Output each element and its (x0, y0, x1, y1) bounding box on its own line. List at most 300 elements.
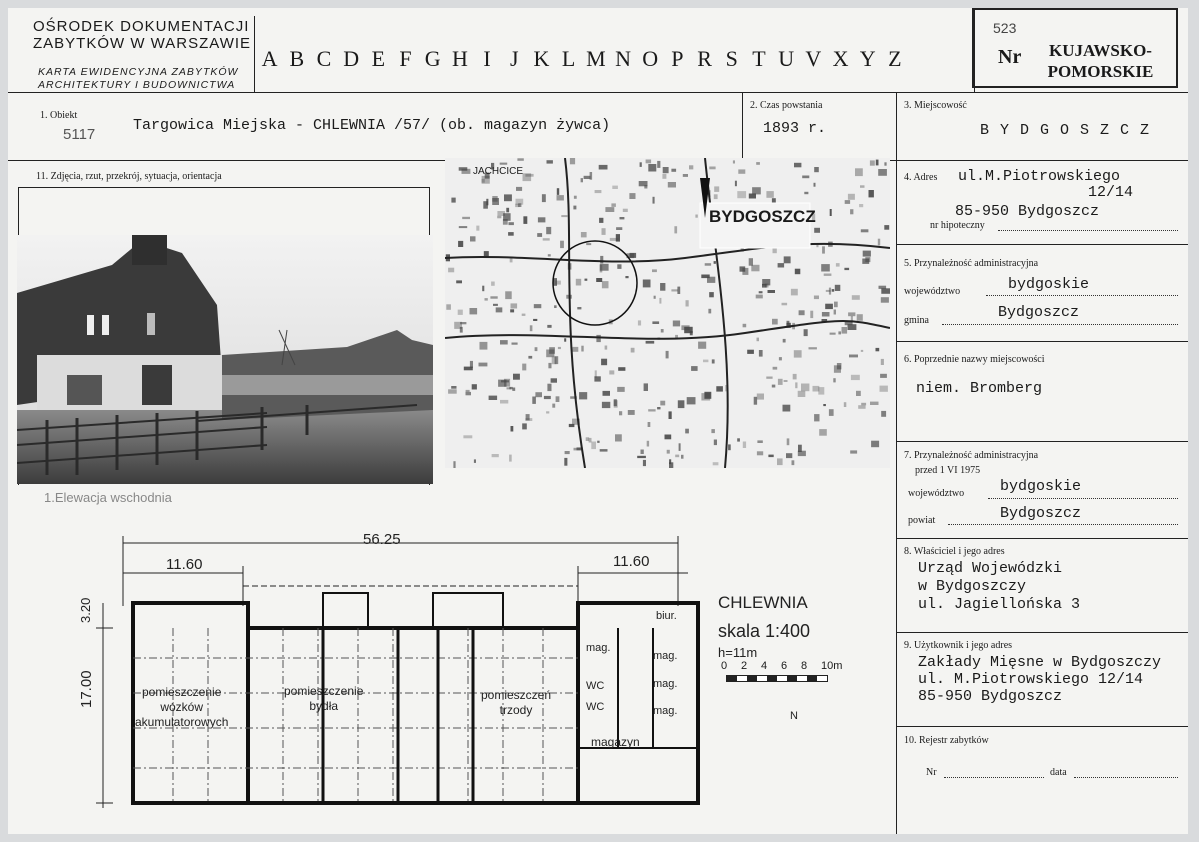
map-block (615, 434, 622, 441)
map-block (757, 451, 763, 455)
map-block (838, 331, 841, 334)
map-block (856, 391, 861, 396)
plan-dim-right: 11.60 (613, 553, 650, 570)
map-block (752, 187, 761, 194)
map-block (804, 192, 808, 194)
map-block (860, 185, 865, 188)
map-place-label: JACHCICE (473, 166, 524, 177)
letter-g: G (424, 46, 441, 71)
map-block (458, 241, 463, 247)
letter-j: J (510, 46, 519, 71)
map-block (869, 190, 874, 197)
map-block (637, 456, 646, 458)
map-block (493, 304, 498, 306)
card-type-line-1: KARTA EWIDENCYJNA ZABYTKÓW (38, 66, 239, 78)
building-photo (17, 235, 433, 484)
map-block (669, 411, 672, 419)
map-block (814, 228, 820, 233)
letter-z: Z (888, 46, 902, 71)
plan-room-1 (135, 685, 228, 730)
field-3-label: 3. Miejscowość (904, 100, 967, 111)
classification-letters (256, 24, 974, 94)
map-block (713, 462, 719, 465)
map-block (859, 204, 863, 207)
card-type (38, 66, 238, 92)
plan-room-mag-1: mag. (586, 642, 611, 654)
map-block (509, 222, 514, 225)
map-block (667, 450, 670, 454)
map-block (742, 268, 748, 275)
map-block (510, 309, 514, 312)
map-block (728, 444, 731, 450)
map-block (824, 274, 832, 276)
map-block (714, 261, 716, 264)
nr-handwritten: 523 (993, 20, 1017, 36)
map-block (878, 239, 880, 246)
map-block (638, 320, 641, 325)
map-block (668, 182, 676, 188)
map-block (880, 386, 888, 392)
map-block (822, 312, 830, 317)
letter-f: F (399, 46, 412, 71)
map-block (463, 435, 472, 438)
map-block (705, 263, 711, 266)
map-block (813, 386, 820, 392)
map-block (663, 167, 669, 173)
field-8-line-2: w Bydgoszczy (918, 578, 1027, 595)
map-block (535, 347, 538, 351)
map-city-label: BYDGOSZCZ (709, 207, 816, 226)
map-block (618, 367, 625, 371)
map-block (809, 347, 817, 349)
map-block (646, 341, 655, 344)
map-block (456, 280, 462, 283)
map-block (798, 391, 806, 397)
field-5-gmina-value: Bydgoszcz (998, 304, 1080, 321)
map-block (525, 418, 532, 421)
map-block (551, 378, 557, 382)
field-8-label: 8. Właściciel i jego adres (904, 546, 1005, 557)
map-block (833, 378, 835, 382)
map-block (881, 297, 889, 303)
map-block (530, 325, 533, 331)
map-block (628, 410, 635, 415)
field-6-label: 6. Poprzednie nazwy miejscowości (904, 354, 1045, 365)
record-card (8, 8, 1188, 834)
field-9-line-2: ul. M.Piotrowskiego 12/14 (918, 671, 1144, 688)
map-block (581, 346, 583, 352)
map-block (548, 254, 551, 256)
map-block (609, 370, 614, 374)
field-4-line-3: 85-950 Bydgoszcz (955, 203, 1100, 220)
map-block (629, 193, 635, 199)
map-block (570, 158, 575, 164)
map-block (799, 310, 805, 315)
map-block (498, 380, 506, 387)
map-block (687, 397, 696, 404)
map-block (792, 460, 795, 465)
map-block (801, 384, 809, 392)
map-block (509, 387, 512, 389)
map-block (756, 162, 760, 165)
map-block (686, 300, 689, 306)
map-block (547, 384, 551, 391)
map-block (681, 455, 684, 459)
plan-room-wc-1: WC (586, 680, 605, 692)
field-6-value: niem. Bromberg (916, 380, 1043, 397)
map-block (657, 407, 660, 409)
map-block (759, 291, 763, 293)
map-block (884, 162, 886, 165)
map-block (851, 375, 860, 380)
map-block (448, 268, 454, 273)
letter-x: X (832, 46, 849, 71)
map-block (485, 298, 488, 301)
field-7-label-2: przed 1 VI 1975 (915, 465, 981, 476)
map-block (784, 380, 788, 382)
map-block (855, 168, 863, 176)
letter-b: B (289, 46, 305, 71)
map-block (548, 363, 551, 368)
org-name (33, 18, 251, 52)
map-block (623, 209, 628, 212)
card-type-line-2: ARCHITEKTURY I BUDOWNICTWA (38, 79, 236, 91)
map-block (858, 405, 865, 409)
scale-tick: 8 (801, 660, 808, 672)
map-block (804, 329, 808, 336)
plan-scale: skala 1:400 (718, 621, 811, 641)
map-block (596, 278, 602, 282)
letter-a: A (261, 46, 278, 71)
map-block (881, 411, 886, 417)
region-line-1: KUJAWSKO- (1049, 41, 1152, 60)
map-block (643, 280, 651, 288)
scale-tick: 0 (721, 660, 728, 672)
map-block (509, 455, 512, 462)
map-block (511, 426, 514, 432)
map-block (458, 310, 463, 315)
map-block (595, 190, 602, 193)
map-block (489, 396, 498, 400)
map-block (453, 461, 455, 468)
region-line-2: POMORSKIE (1047, 62, 1154, 81)
map-block (685, 429, 689, 434)
map-block (876, 348, 880, 351)
map-block (814, 414, 819, 421)
field-8-value (918, 560, 1080, 614)
map-block (711, 429, 715, 433)
map-block (611, 203, 616, 207)
map-block (537, 233, 542, 237)
map-block (543, 238, 550, 240)
map-block (546, 227, 551, 234)
map-block (512, 388, 515, 391)
letter-t: T (752, 46, 766, 71)
map-block (564, 338, 566, 341)
plan-dim-small: 3.20 (78, 597, 93, 623)
map-block (716, 386, 723, 391)
map-block (842, 327, 848, 334)
map-block (881, 359, 884, 365)
field-9-value (918, 654, 1161, 705)
map-block (451, 198, 455, 203)
map-block (594, 376, 600, 381)
map-block (500, 163, 508, 165)
field-11-label: 11. Zdjęcia, rzut, przekrój, sytuacja, orientacja (36, 171, 222, 182)
field-8-line-1: Urząd Wojewódzki (918, 560, 1063, 577)
scale-tick: 4 (761, 660, 768, 672)
map-block (714, 440, 717, 446)
map-block (552, 404, 555, 408)
map-block (823, 404, 826, 406)
map-block (523, 216, 527, 224)
map-block (600, 264, 609, 271)
field-7-label: 7. Przynależność administracyjna (904, 450, 1039, 461)
map-block (544, 396, 551, 399)
field-4-label: 4. Adres (904, 172, 938, 183)
plan-room-2 (284, 684, 363, 714)
plan-dim-left: 11.60 (166, 556, 203, 573)
map-block (654, 296, 656, 299)
map-block (644, 185, 647, 188)
map-block (573, 347, 579, 352)
map-block (689, 165, 693, 169)
plan-room-mag-2: mag. (653, 650, 678, 662)
org-line-1: OŚRODEK DOKUMENTACJI (33, 18, 250, 35)
map-block (515, 204, 519, 207)
field-9-line-1: Zakłady Mięsne w Bydgoszczy (918, 654, 1162, 671)
map-block (470, 308, 478, 314)
map-block (884, 225, 889, 230)
plan-north: N (790, 710, 798, 722)
map-block (709, 292, 714, 297)
photo-caption: 1.Elewacja wschodnia (44, 490, 172, 505)
map-block (533, 319, 537, 321)
map-block (793, 374, 797, 380)
map-block (830, 333, 836, 335)
map-block (641, 450, 644, 455)
map-block (451, 386, 456, 389)
map-block (448, 389, 457, 393)
map-block (653, 197, 655, 204)
field-2-value: 1893 r. (763, 120, 827, 137)
map-block (646, 160, 652, 164)
map-block (779, 357, 782, 360)
map-block (614, 400, 618, 407)
field-10-label: 10. Rejestr zabytków (904, 735, 989, 746)
plan-room-biur: biur. (656, 610, 677, 622)
map-block (462, 169, 471, 174)
map-block (462, 217, 470, 219)
plan-room-magazyn: magazyn (591, 735, 640, 749)
map-block (773, 248, 777, 253)
map-block (683, 174, 688, 177)
map-block (486, 199, 488, 206)
letter-y: Y (859, 46, 876, 71)
map-block (538, 217, 546, 222)
map-block (558, 347, 561, 349)
map-block (834, 310, 836, 315)
map-block (660, 401, 665, 406)
map-block (652, 321, 659, 324)
scale-tick: 6 (781, 660, 788, 672)
scale-tick: 10m (821, 660, 843, 672)
map-block (880, 374, 887, 378)
map-block (844, 402, 847, 407)
map-block (660, 283, 665, 291)
plan-room-1-line-2: wózków (160, 700, 204, 714)
org-line-2: ZABYTKÓW W WARSZAWIE (33, 35, 252, 52)
map-block (612, 186, 618, 189)
map-block (549, 347, 555, 354)
city-map (445, 158, 890, 468)
field-10-data-label: data (1050, 767, 1067, 778)
map-block (511, 303, 518, 308)
map-block (605, 346, 608, 350)
letter-c: C (316, 46, 332, 71)
field-4-line-2: 12/14 (1088, 184, 1134, 201)
map-block (546, 411, 549, 413)
map-block (581, 178, 583, 182)
field-9-label: 9. Użytkownik i jego adres (904, 640, 1013, 651)
map-block (871, 441, 879, 448)
map-block (679, 443, 681, 451)
map-block (708, 309, 711, 314)
map-block (747, 350, 754, 354)
map-block (759, 350, 763, 357)
map-block (474, 459, 476, 463)
map-block (476, 226, 479, 231)
map-block (490, 296, 497, 298)
map-block (522, 364, 526, 371)
map-block (648, 409, 655, 411)
map-block (516, 187, 522, 191)
map-block (762, 284, 767, 288)
map-block (743, 324, 747, 328)
map-block (848, 312, 855, 316)
map-block (768, 455, 773, 458)
field-7-woj-label: województwo (908, 488, 965, 499)
map-block (599, 165, 608, 170)
map-block (691, 366, 698, 371)
map-block (617, 264, 621, 269)
plan-room-1-line-3: akumulatorowych (135, 715, 229, 729)
map-block (512, 343, 518, 345)
map-block (832, 289, 835, 292)
map-block (482, 286, 484, 292)
map-block (564, 458, 567, 466)
map-block (470, 236, 476, 241)
map-block (597, 441, 599, 443)
map-block (870, 402, 879, 405)
map-block (673, 321, 680, 327)
map-block (810, 311, 813, 318)
letter-n: N (615, 46, 631, 71)
map-block (460, 322, 466, 324)
plan-dim-depth: 17.00 (78, 670, 95, 708)
map-block (826, 290, 831, 292)
map-block (522, 423, 527, 429)
map-block (876, 160, 879, 166)
map-block (714, 186, 719, 192)
map-block (496, 307, 503, 312)
map-block (492, 196, 497, 202)
map-block (542, 194, 546, 202)
map-block (850, 209, 853, 214)
map-block (835, 285, 841, 291)
map-block (787, 438, 790, 445)
plan-room-2-line-1: pomieszczenie (284, 684, 364, 698)
map-block (757, 440, 762, 443)
map-block (591, 442, 596, 450)
map-block (460, 327, 463, 333)
map-block (879, 286, 887, 289)
map-block (834, 302, 838, 308)
map-block (777, 458, 783, 465)
plan-room-mag-4: mag. (653, 705, 678, 717)
map-block (506, 208, 509, 213)
map-block (836, 263, 840, 267)
map-block (757, 394, 764, 400)
map-block (772, 319, 778, 325)
map-block (547, 325, 551, 328)
map-block (602, 402, 610, 408)
field-5-gmina-label: gmina (904, 315, 929, 326)
field-3-value: B Y D G O S Z C Z (980, 122, 1151, 139)
map-block (794, 350, 802, 357)
map-block (510, 258, 513, 262)
map-block (497, 211, 505, 216)
map-block (573, 206, 576, 210)
map-block (561, 215, 567, 217)
map-block (585, 279, 588, 281)
map-block (513, 374, 520, 380)
map-block (695, 215, 697, 218)
map-block (586, 243, 591, 245)
map-block (620, 217, 625, 219)
map-block (647, 441, 649, 447)
plan-room-3-line-1: pomieszczeń (481, 688, 552, 702)
map-block (560, 241, 564, 248)
field-4-hip-label: nr hipoteczny (930, 220, 985, 231)
map-block (602, 281, 609, 288)
map-block (743, 442, 746, 449)
map-block (631, 348, 635, 353)
map-block (735, 181, 737, 187)
map-block (704, 392, 711, 399)
map-block (802, 176, 809, 179)
map-block (659, 298, 661, 304)
map-block (574, 196, 577, 199)
map-block (657, 161, 660, 168)
map-block (661, 329, 664, 333)
map-block (814, 167, 819, 172)
map-block (557, 188, 559, 195)
map-block (610, 238, 619, 241)
map-block (589, 438, 592, 443)
map-block (535, 392, 542, 397)
scale-tick: 2 (741, 660, 748, 672)
plan-room-wc-2: WC (586, 701, 605, 713)
map-block (466, 390, 470, 392)
map-block (565, 451, 570, 454)
field-10-nr-label: Nr (926, 767, 937, 778)
map-block (581, 232, 587, 237)
map-block (603, 391, 611, 396)
map-block (784, 256, 791, 263)
map-block (794, 163, 801, 168)
plan-room-2-line-2: bydła (309, 699, 339, 713)
